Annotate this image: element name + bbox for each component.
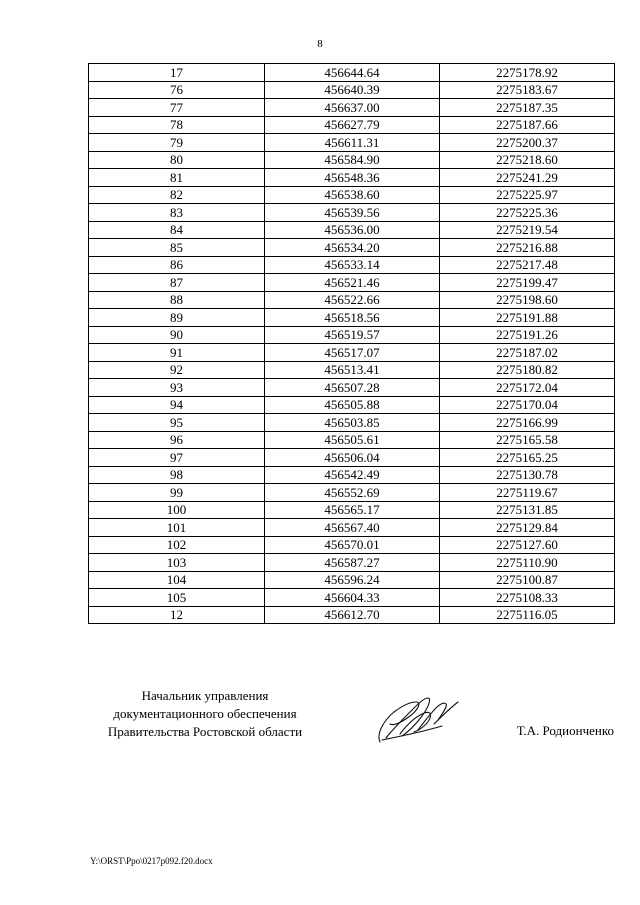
point-number-cell: 12 — [89, 606, 265, 624]
point-number-cell: 104 — [89, 571, 265, 589]
point-number-cell: 76 — [89, 81, 265, 99]
y-coordinate-cell: 2275180.82 — [440, 361, 615, 379]
point-number-cell: 92 — [89, 361, 265, 379]
point-number-cell: 105 — [89, 589, 265, 607]
x-coordinate-cell: 456548.36 — [265, 169, 440, 187]
table-row — [89, 221, 615, 239]
x-coordinate-cell: 456565.17 — [265, 501, 440, 519]
x-coordinate-cell: 456503.85 — [265, 414, 440, 432]
table-row — [89, 134, 615, 152]
point-number-cell: 87 — [89, 274, 265, 292]
table-row — [89, 466, 615, 484]
y-coordinate-cell: 2275199.47 — [440, 274, 615, 292]
x-coordinate-cell: 456507.28 — [265, 379, 440, 397]
y-coordinate-cell: 2275100.87 — [440, 571, 615, 589]
x-coordinate-cell: 456536.00 — [265, 221, 440, 239]
signatory-name: Т.А. Родионченко — [516, 723, 614, 738]
x-coordinate-cell: 456552.69 — [265, 484, 440, 502]
y-coordinate-cell: 2275198.60 — [440, 291, 615, 309]
y-coordinate-cell: 2275217.48 — [440, 256, 615, 274]
point-number-cell: 77 — [89, 99, 265, 117]
point-number-cell: 95 — [89, 414, 265, 432]
x-coordinate-cell: 456587.27 — [265, 554, 440, 572]
coordinates-table-body — [89, 64, 615, 624]
table-row — [89, 64, 615, 82]
x-coordinate-cell: 456604.33 — [265, 589, 440, 607]
table-row — [89, 239, 615, 257]
y-coordinate-cell: 2275191.26 — [440, 326, 615, 344]
x-coordinate-cell: 456513.41 — [265, 361, 440, 379]
table-row — [89, 589, 615, 607]
point-number-cell: 83 — [89, 204, 265, 222]
table-row — [89, 361, 615, 379]
y-coordinate-cell: 2275225.97 — [440, 186, 615, 204]
y-coordinate-cell: 2275187.35 — [440, 99, 615, 117]
x-coordinate-cell: 456612.70 — [265, 606, 440, 624]
x-coordinate-cell: 456570.01 — [265, 536, 440, 554]
signatory-title-line-2: документационного обеспечения — [113, 706, 297, 721]
y-coordinate-cell: 2275131.85 — [440, 501, 615, 519]
point-number-cell: 102 — [89, 536, 265, 554]
table-row — [89, 431, 615, 449]
x-coordinate-cell: 456627.79 — [265, 116, 440, 134]
point-number-cell: 17 — [89, 64, 265, 82]
point-number-cell: 88 — [89, 291, 265, 309]
point-number-cell: 93 — [89, 379, 265, 397]
y-coordinate-cell: 2275216.88 — [440, 239, 615, 257]
point-number-cell: 89 — [89, 309, 265, 327]
y-coordinate-cell: 2275183.67 — [440, 81, 615, 99]
table-row — [89, 81, 615, 99]
y-coordinate-cell: 2275219.54 — [440, 221, 615, 239]
y-coordinate-cell: 2275165.58 — [440, 431, 615, 449]
point-number-cell: 96 — [89, 431, 265, 449]
x-coordinate-cell: 456521.46 — [265, 274, 440, 292]
y-coordinate-cell: 2275191.88 — [440, 309, 615, 327]
y-coordinate-cell: 2275172.04 — [440, 379, 615, 397]
y-coordinate-cell: 2275187.66 — [440, 116, 615, 134]
x-coordinate-cell: 456567.40 — [265, 519, 440, 537]
point-number-cell: 86 — [89, 256, 265, 274]
table-row — [89, 186, 615, 204]
table-row — [89, 519, 615, 537]
x-coordinate-cell: 456584.90 — [265, 151, 440, 169]
point-number-cell: 84 — [89, 221, 265, 239]
table-row — [89, 326, 615, 344]
table-row — [89, 151, 615, 169]
x-coordinate-cell: 456611.31 — [265, 134, 440, 152]
x-coordinate-cell: 456542.49 — [265, 466, 440, 484]
table-row — [89, 309, 615, 327]
table-row — [89, 99, 615, 117]
x-coordinate-cell: 456505.61 — [265, 431, 440, 449]
coordinates-table — [88, 63, 615, 624]
x-coordinate-cell: 456533.14 — [265, 256, 440, 274]
point-number-cell: 100 — [89, 501, 265, 519]
point-number-cell: 78 — [89, 116, 265, 134]
x-coordinate-cell: 456538.60 — [265, 186, 440, 204]
table-row — [89, 291, 615, 309]
x-coordinate-cell: 456522.66 — [265, 291, 440, 309]
point-number-cell: 91 — [89, 344, 265, 362]
table-row — [89, 501, 615, 519]
y-coordinate-cell: 2275165.25 — [440, 449, 615, 467]
y-coordinate-cell: 2275108.33 — [440, 589, 615, 607]
table-row — [89, 169, 615, 187]
x-coordinate-cell: 456640.39 — [265, 81, 440, 99]
point-number-cell: 90 — [89, 326, 265, 344]
point-number-cell: 97 — [89, 449, 265, 467]
table-row — [89, 554, 615, 572]
y-coordinate-cell: 2275110.90 — [440, 554, 615, 572]
point-number-cell: 82 — [89, 186, 265, 204]
handwritten-signature-icon — [372, 690, 462, 750]
y-coordinate-cell: 2275166.99 — [440, 414, 615, 432]
y-coordinate-cell: 2275130.78 — [440, 466, 615, 484]
table-row — [89, 274, 615, 292]
footer-file-path: Y:\ORST\Ppo\0217p092.f20.docx — [90, 856, 213, 866]
table-row — [89, 379, 615, 397]
point-number-cell: 101 — [89, 519, 265, 537]
table-row — [89, 116, 615, 134]
y-coordinate-cell: 2275178.92 — [440, 64, 615, 82]
point-number-cell: 80 — [89, 151, 265, 169]
point-number-cell: 94 — [89, 396, 265, 414]
point-number-cell: 98 — [89, 466, 265, 484]
table-row — [89, 449, 615, 467]
table-row — [89, 414, 615, 432]
table-row — [89, 536, 615, 554]
x-coordinate-cell: 456506.04 — [265, 449, 440, 467]
x-coordinate-cell: 456644.64 — [265, 64, 440, 82]
y-coordinate-cell: 2275187.02 — [440, 344, 615, 362]
y-coordinate-cell: 2275127.60 — [440, 536, 615, 554]
y-coordinate-cell: 2275218.60 — [440, 151, 615, 169]
table-row — [89, 484, 615, 502]
y-coordinate-cell: 2275129.84 — [440, 519, 615, 537]
table-row — [89, 344, 615, 362]
x-coordinate-cell: 456505.88 — [265, 396, 440, 414]
table-row — [89, 606, 615, 624]
point-number-cell: 79 — [89, 134, 265, 152]
table-row — [89, 256, 615, 274]
table-row — [89, 396, 615, 414]
x-coordinate-cell: 456534.20 — [265, 239, 440, 257]
point-number-cell: 81 — [89, 169, 265, 187]
signatory-title-line-3: Правительства Ростовской области — [107, 724, 303, 739]
page-number: 8 — [317, 38, 323, 50]
y-coordinate-cell: 2275170.04 — [440, 396, 615, 414]
x-coordinate-cell: 456539.56 — [265, 204, 440, 222]
y-coordinate-cell: 2275200.37 — [440, 134, 615, 152]
y-coordinate-cell: 2275116.05 — [440, 606, 615, 624]
point-number-cell: 85 — [89, 239, 265, 257]
x-coordinate-cell: 456518.56 — [265, 309, 440, 327]
point-number-cell: 99 — [89, 484, 265, 502]
signatory-title — [80, 687, 330, 741]
x-coordinate-cell: 456596.24 — [265, 571, 440, 589]
table-row — [89, 571, 615, 589]
table-row — [89, 204, 615, 222]
signatory-title-line-1: Начальник управления — [141, 688, 269, 703]
x-coordinate-cell: 456519.57 — [265, 326, 440, 344]
y-coordinate-cell: 2275225.36 — [440, 204, 615, 222]
y-coordinate-cell: 2275119.67 — [440, 484, 615, 502]
y-coordinate-cell: 2275241.29 — [440, 169, 615, 187]
point-number-cell: 103 — [89, 554, 265, 572]
x-coordinate-cell: 456517.07 — [265, 344, 440, 362]
x-coordinate-cell: 456637.00 — [265, 99, 440, 117]
